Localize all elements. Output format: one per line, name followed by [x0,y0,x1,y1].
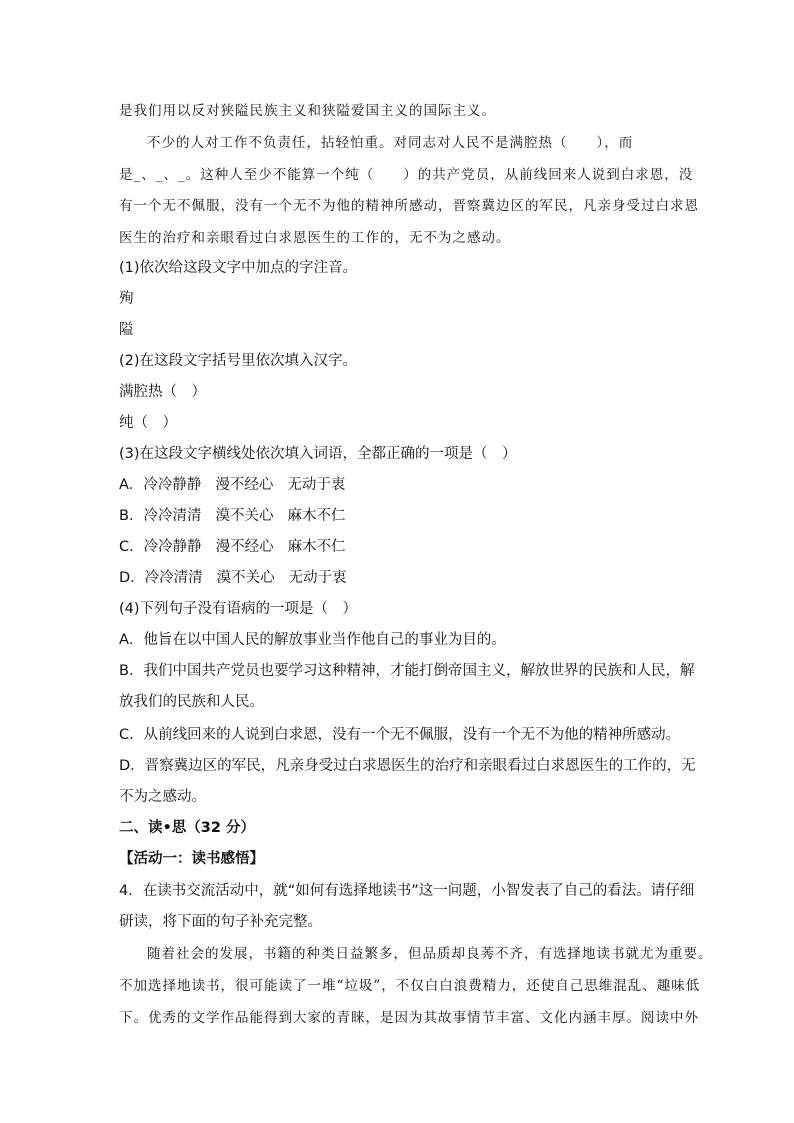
option-d [119,568,347,588]
option-word: 漫不经心 [215,477,274,493]
option-word: 麻木不仁 [287,539,346,555]
option-b [119,506,345,526]
passage-line: 是_、_、_。这种人至少不能算一个纯（ ）的共产党员，从前线回来人说到白求恩，没 [119,167,694,183]
question-1-stem: (1)依次给这段文字中加点的字注音。 [119,260,358,276]
option-word: 冷冷清清 [143,508,202,524]
q4-option-a: A．他旨在以中国人民的解放事业当作他自己的事业为目的。 [119,632,506,648]
question-5-stem: 4．在读书交流活动中，就“如何有选择地读书”这一问题，小智发表了自己的看法。请仔细 [119,883,695,899]
option-letter: B． [119,508,144,524]
passage-line: 不少的人对工作不负责任，拈轻怕重。对同志对人民不是满腔热（ ），而 [147,135,634,151]
option-word: 冷冷静静 [143,539,202,555]
question-5-stem-cont: 研读，将下面的句子补充完整。 [119,914,322,930]
question-2-blank-1: 满腔热（ ） [119,384,206,400]
option-a [119,475,345,495]
q4-option-d-cont: 不为之感动。 [119,789,206,805]
passage-line: 是我们用以反对狭隘民族主义和狭隘爱国主义的国际主义。 [119,103,496,119]
q4-option-c: C．从前线回来的人说到白求恩，没有一个无不佩服，没有一个无不为他的精神所感动。 [119,727,681,743]
option-c [119,537,346,557]
passage-line: 有一个无不佩服，没有一个无不为他的精神所感动，晋察冀边区的军民，凡亲身受过白求恩 [119,198,699,214]
question-3-stem: (3)在这段文字横线处依次填入词语，全都正确的一项是（ ） [119,446,517,462]
option-word: 冷冷静静 [143,477,202,493]
passage-line: 不加选择地读书，很可能读了一堆“垃圾”，不仅白白浪费精力，还使自己思维混乱、趣味低 [119,978,701,994]
question-1-word-2: 隘 [119,322,134,338]
question-2-stem: (2)在这段文字括号里依次填入汉字。 [119,353,358,369]
activity-heading: 【活动一：读书感悟】 [119,851,264,867]
option-word: 漫不经心 [215,539,274,555]
option-word: 无动于衷 [287,477,346,493]
question-2-blank-2: 纯（ ） [119,415,177,431]
option-word: 漠不关心 [215,508,274,524]
q4-option-b: B．我们中国共产党员也要学习这种精神，才能打倒帝国主义，解放世界的民族和人民，解 [119,663,695,679]
option-letter: A． [119,477,144,493]
option-word: 无动于衷 [288,570,347,586]
option-word: 冷冷清清 [144,570,203,586]
passage-line: 随着社会的发展，书籍的种类日益繁多，但品质却良莠不齐，有选择地读书就尤为重要。 [147,946,713,962]
question-1-word-1: 殉 [119,291,134,307]
q4-option-b-cont: 放我们的民族和人民。 [119,694,264,710]
section-title: 二、读•思（32 分） [119,820,255,836]
passage-line: 医生的治疗和亲眼看过白求恩医生的工作的，无不为之感动。 [119,230,511,246]
passage-line: 下。优秀的文学作品能得到大家的青睐，是因为其故事情节丰富、文化内涵丰厚。阅读中外 [119,1010,699,1026]
option-letter: C． [119,539,144,555]
option-word: 麻木不仁 [287,508,346,524]
option-word: 漠不关心 [216,570,275,586]
question-4-stem: (4)下列句子没有语病的一项是（ ） [119,601,358,617]
q4-option-d: D．晋察冀边区的军民，凡亲身受过白求恩医生的治疗和亲眼看过白求恩医生的工作的，无 [119,758,696,774]
option-letter: D． [119,570,145,586]
